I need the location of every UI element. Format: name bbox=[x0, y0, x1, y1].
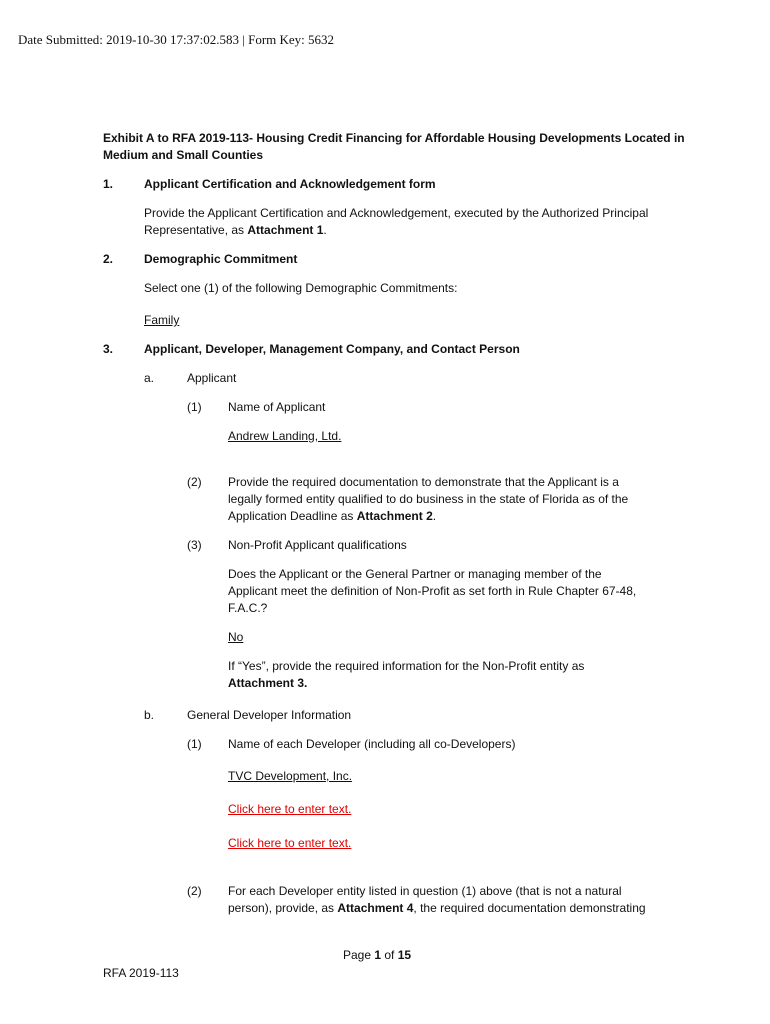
non-profit-answer[interactable]: No bbox=[228, 630, 244, 644]
applicant-name-answer[interactable]: Andrew Landing, Ltd. bbox=[228, 429, 342, 443]
question-b1-text: Name of each Developer (including all co-Developers) bbox=[228, 737, 516, 751]
section-1-number: 1. bbox=[103, 177, 114, 191]
question-a2-line3: Application Deadline as Attachment 2. bbox=[228, 509, 437, 523]
footer-doc-id: RFA 2019-113 bbox=[103, 966, 179, 980]
question-a3-para-line3: F.A.C.? bbox=[228, 601, 268, 615]
question-a3-text: Non-Profit Applicant qualifications bbox=[228, 538, 407, 552]
section-1-text-line2: Representative, as Attachment 1. bbox=[144, 223, 327, 237]
demographic-commitment-answer[interactable]: Family bbox=[144, 313, 180, 327]
exhibit-title-line2: Medium and Small Counties bbox=[103, 148, 264, 162]
subsection-b-label: b. bbox=[144, 708, 155, 722]
question-b2-line1: For each Developer entity listed in question (1) above (that is not a natural bbox=[228, 884, 622, 898]
question-b1-number: (1) bbox=[187, 737, 202, 751]
question-a1-text: Name of Applicant bbox=[228, 400, 326, 414]
section-2-number: 2. bbox=[103, 252, 114, 266]
section-2-text: Select one (1) of the following Demographic Commitments: bbox=[144, 281, 458, 295]
question-a3-para-line1: Does the Applicant or the General Partner or managing member of the bbox=[228, 567, 602, 581]
question-a3-yes-line1: If “Yes”, provide the required information for the Non-Profit entity as bbox=[228, 659, 585, 673]
subsection-a-title: Applicant bbox=[187, 371, 237, 385]
question-a1-number: (1) bbox=[187, 400, 202, 414]
question-b2-number: (2) bbox=[187, 884, 202, 898]
submission-header: Date Submitted: 2019-10-30 17:37:02.583 | Form Key: 5632 bbox=[18, 32, 335, 47]
page-number: Page 1 of 15 bbox=[343, 948, 412, 962]
developer-name-answer-2[interactable]: Click here to enter text. bbox=[228, 802, 352, 816]
question-a3-para-line2: Applicant meet the definition of Non-Profit as set forth in Rule Chapter 67-48, bbox=[228, 584, 637, 598]
section-3-number: 3. bbox=[103, 342, 114, 356]
question-a2-number: (2) bbox=[187, 475, 202, 489]
exhibit-title-line1: Exhibit A to RFA 2019-113- Housing Credit Financing for Affordable Housing Developments Located in bbox=[103, 131, 685, 145]
question-a2-line2: legally formed entity qualified to do business in the state of Florida as of the bbox=[228, 492, 629, 506]
subsection-a-label: a. bbox=[144, 371, 155, 385]
question-a2-line1: Provide the required documentation to demonstrate that the Applicant is a bbox=[228, 475, 619, 489]
developer-name-answer-3[interactable]: Click here to enter text. bbox=[228, 836, 352, 850]
developer-name-answer-1[interactable]: TVC Development, Inc. bbox=[228, 769, 353, 783]
subsection-b-title: General Developer Information bbox=[187, 708, 352, 722]
question-b2-line2: person), provide, as Attachment 4, the required documentation demonstrating bbox=[228, 901, 646, 915]
question-a3-number: (3) bbox=[187, 538, 202, 552]
question-a3-yes-line2: Attachment 3. bbox=[228, 676, 308, 690]
section-1-text-line1: Provide the Applicant Certification and Acknowledgement, executed by the Authorized Principal bbox=[144, 206, 649, 220]
section-2-heading: Demographic Commitment bbox=[144, 252, 298, 266]
section-3-heading: Applicant, Developer, Management Company, and Contact Person bbox=[144, 342, 520, 356]
section-1-heading: Applicant Certification and Acknowledgement form bbox=[144, 177, 436, 191]
